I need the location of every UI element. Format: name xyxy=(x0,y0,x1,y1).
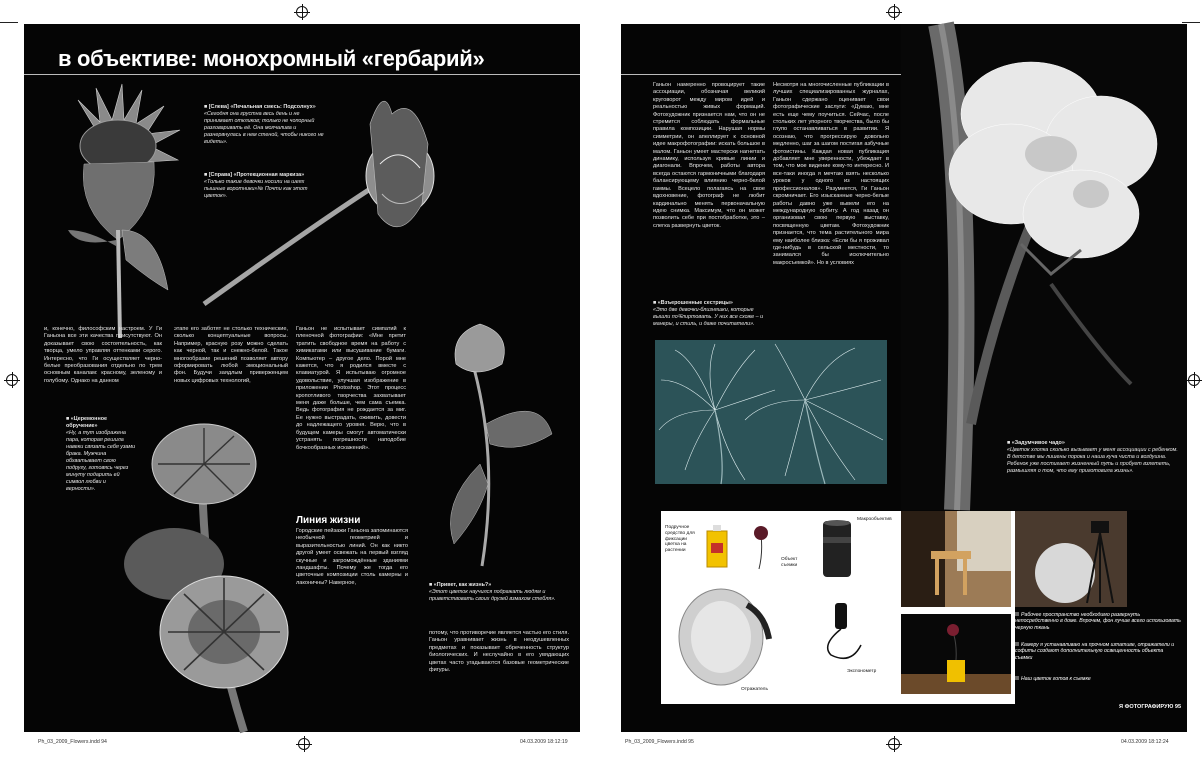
registration-mark xyxy=(298,738,310,750)
flower-object xyxy=(749,523,773,571)
caption-poppy: ■ «Церемонное обручение» «Ну, а тут изображена пара, которая решила навеки связать себя узами брака. Мужчина обхватывает свою подругу, готовясь через минуту подарить ей символ любви и верности». xyxy=(66,416,136,492)
caption-cotton: ■ «Задумчивое чадо» «Цветок хлопка сколько вызывает у меня ассоциации с ребенком. В детстве мы лишены порока и наша куча чиста и воздушна. Ребенок уже постигает жизненный путь и пробует взлететь, размышляя о том, что ему приготовила жизнь». xyxy=(1007,440,1178,474)
bullet-square xyxy=(1015,612,1019,616)
body-column-right-2: Несмотря на многочисленные публикации в лучших специализированных журналах, Ганьон сдержано оценивает свои фотографические заслуги: «Думаю, мне есть еще чему поучиться. Сейчас, после стольких лет упорного творчества, было бы глупо останавливаться в развитии. Я осознаю, что прогрессирую довольно медленно, шаг за шагом постигая азбучные фотоистины. Каждая новая публикация добавляет мне уверенности, убеждает в том, что мое видение кому-то интересно. И все-таки иногда я мечтаю взять несколько уроков у одного из настоящих профессионалов». Разумеется, Ги Ганьон скромничает. Его изысканные черно-белые работы давно уже вывели его на международную орбиту. А год назад он организовал свою первую выставку, посвященную цветам. Фотохудожник признается, что тема растительного мира ему наиболее близка: «Если бы я проживал где-нибудь в сельской местности, то занимался бы исключительно макросъемкой». Но в условиях xyxy=(773,82,889,266)
studio-caption-2: Камеру я устанавливаю на прочном штативе, отражатели и софиты создают дополнительную освещенность объекта съемки xyxy=(1015,642,1175,661)
label-reflector: Отражатель xyxy=(741,687,768,692)
registration-mark xyxy=(296,6,308,18)
crop-mark xyxy=(1182,22,1200,23)
body-column-1: и, конечно, философским настроем. У Ги Ганьона все эти качества присутствуют. Он доказывает свою состоятельность, как творца, умело управляя оттенками серого. Интересно, что Ги осуществляет черно-белые преобразования отдельно по трем основным каналам: красному, зеленому и голубому. Однако на данном xyxy=(44,326,162,384)
article-title: в объективе: монохромный «гербарий» xyxy=(58,46,485,71)
registration-mark xyxy=(888,6,900,18)
registration-mark xyxy=(6,374,18,386)
studio-photo-flower xyxy=(901,614,1011,694)
poppy-photo xyxy=(84,424,334,732)
footer-date-right: 04.03.2009 18:12:24 xyxy=(1121,739,1169,745)
body-column-3a: Ганьон не испытывает симпатий к пленочной фотографии: «Мне претит тратить свободное время на работу с химикатами или высушивание бумаги. Компьютер – другое дело. Порой мне кажется, что я родился вместе с клавиатурой. Я испытываю огромное удовольствие, улучшая изображение в приложении Photoshop. Этот процесс кропотливого творчества захватывает меня даже больше, чем сама съемка. Ведь фотография не рождается за миг. Ее нужно выстрадать, оживить, довести до надлежащего уровня. Верю, что в будущем камеры смогут автоматически устранять погрешности наподобие бочкообразных искажений». xyxy=(296,326,406,451)
page-folio: Я ФОТОГРАФИРУЮ 95 xyxy=(1119,704,1182,710)
left-page xyxy=(24,24,580,745)
studio-photo-tripod xyxy=(1015,511,1127,607)
caption-top-left: ■ [Слева] «Печальная смесь: Подсолнух» «Сегодня она грустна весь день и не принимает откликов; только не чопорный разговаривать её. Она молчалива и разнервнулась в нем стеной, чтобы никого не видеть». xyxy=(204,104,324,145)
footer-file-left: Ph_03_2009_Flowers.indd 94 xyxy=(38,739,107,745)
spray-can xyxy=(703,525,731,569)
body-column-2: этапе его заботят не столько технические, сколько концептуальные вопросы. Например, красную розу можно сделать как черной, так и снежно-белой. Такое многообразие решений позволяет автору оформировать любой эмоциональный фон. Будучи заядлым приверженцем новых цифровых технологий, xyxy=(174,326,288,384)
label-meter: Экспонометр xyxy=(847,669,877,674)
footer-date-left: 04.03.2009 18:12:19 xyxy=(520,739,568,745)
bullet-square xyxy=(1015,676,1019,680)
pulsatilla-photo xyxy=(655,340,887,484)
subhead-life-line: Линия жизни xyxy=(296,515,361,526)
body-column-right-1: Ганьон намеренно провоцирует такие ассоциации, обозначая великий круговорот между миром идей и реальностью живых формаций. Фотохудожник признается нам, что он не стремится соблюдать формальные правила композиции. Нарушая нормы симметрии, он апеллирует к основной идее макрофотографии: искать большое в малом. Ганьон умеет мастерски нагнетать динамику, используя кривые линии и диагонали. Впрочем, работы автора всегда остаются гармоничными благодаря балансирующему влиянию черно-белой гаммы. Всецело полагаясь на свое вдохновение, фотограф не любит кардинально менять первоначальную идею снимка. Максимум, что он может позволить себе при постобработке, это – слегка развернуть цветок. xyxy=(653,82,765,229)
title-rule xyxy=(24,74,580,75)
caption-pulsatilla: ■ «Взъерошенные сестрицы» «Это две девочки-близняшки, которые вышли поफлиртовать. У них все схоже – и манеры, и стиль, и даже почитатели». xyxy=(653,300,764,327)
light-meter xyxy=(811,595,871,665)
crop-mark xyxy=(0,22,18,23)
label-spray: Подручное средство для фиксации цветка на растении xyxy=(665,525,695,554)
registration-mark xyxy=(1188,374,1200,386)
label-lens: Макрообъектив xyxy=(857,517,892,522)
footer-file-right: Ph_03_2009_Flowers.indd 95 xyxy=(625,739,694,745)
right-page xyxy=(621,24,1187,745)
registration-mark xyxy=(888,738,900,750)
body-column-4: потому, что противоречие является частью его стиля. Ганьон уравнивает жизнь в неодушевленных предметах и показывает обреченность структур биологических. И неслучайно в его увядающих цветах часто угадываются базовые геометрические фигуры. xyxy=(429,630,569,674)
bullet-square xyxy=(1015,642,1019,646)
studio-caption-3: Наш цветок готов к съемке xyxy=(1015,676,1181,682)
peony-photo xyxy=(430,304,560,574)
caption-peony: ■ «Привет, как жизнь?» «Этот цветок научился подражать людям и приветствовать своих друзей взмахом стебля». xyxy=(429,582,556,602)
caption-top-right: ■ [Справа] «Протекционная маркиза» «Только такие девочки носили на шеях пышные воротники»№ Почти как этот цветок». xyxy=(204,172,308,199)
sunflower-photo xyxy=(38,80,198,342)
reflector xyxy=(677,585,771,689)
macro-lens xyxy=(819,517,855,581)
body-column-3b: Городские пейзажи Ганьона запоминаются необычной геометрией и выразительностью линий. Он как никто другой умеет освежать на первый взгляд скучные и загромождённые зданиями ландшафты. Почему же тогда его цветочные композиции столь камерны и лаконичны? Наверное, xyxy=(296,528,408,586)
cotton-photo xyxy=(901,24,1187,510)
studio-caption-1: Рабочее пространство необходимо развернуть непосредственно в доме. Впрочем, фон лучше всего использовать черную ткань xyxy=(1015,612,1181,631)
label-object: Объект съемки xyxy=(781,557,798,568)
studio-photo-room xyxy=(901,511,1011,607)
